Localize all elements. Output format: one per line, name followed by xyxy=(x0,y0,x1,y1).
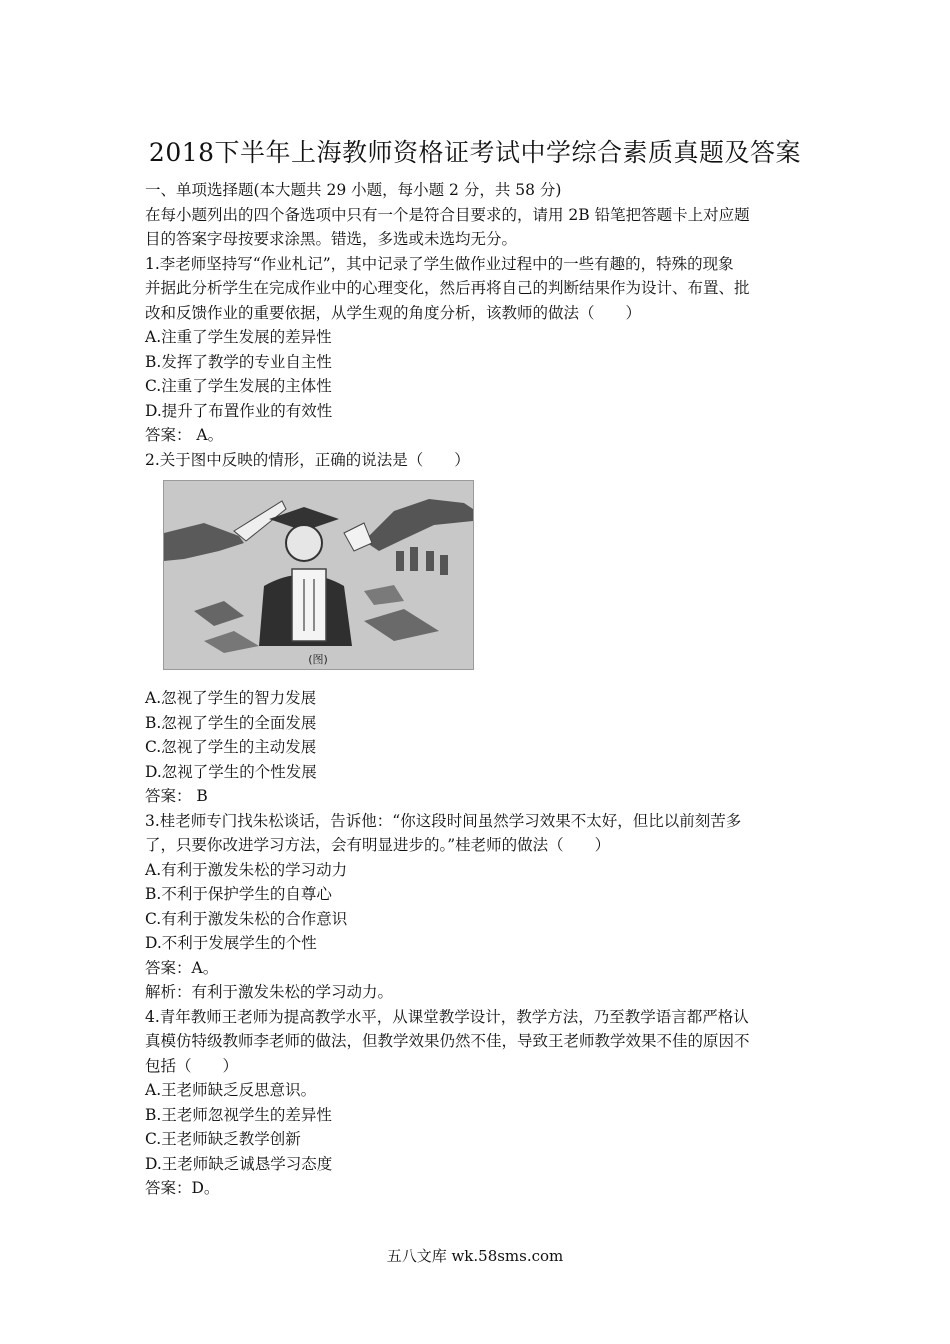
answer: 答案： B xyxy=(145,787,208,805)
question-4 xyxy=(145,1005,815,1201)
section-heading: 一、单项选择题(本大题共 29 小题，每小题 2 分，共 58 分) xyxy=(145,181,562,199)
option-a: A.有利于激发朱松的学习动力 xyxy=(145,860,348,879)
question-stem-line: 真模仿特级教师李老师的做法，但教学效果仍然不佳，导致王老师教学效果不佳的原因不 xyxy=(145,1032,750,1050)
document-body xyxy=(145,178,815,1201)
question-stem-line: 包括（ ） xyxy=(145,1056,239,1075)
option-b: B.发挥了教学的专业自主性 xyxy=(145,352,332,371)
option-a: A.注重了学生发展的差异性 xyxy=(145,328,332,346)
question-stem-line: 了，只要你改进学习方法，会有明显进步的。”桂老师的做法（ ） xyxy=(145,836,611,854)
question-1 xyxy=(145,252,815,448)
question-stem-line: 并据此分析学生在完成作业中的心理变化，然后再将自己的判断结果作为设计、布置、批 xyxy=(145,279,750,297)
answer: 答案：D。 xyxy=(145,1179,220,1197)
question-stem-line: 改和反馈作业的重要依据，从学生观的角度分析，该教师的做法（ ） xyxy=(145,303,642,322)
footer-watermark: 五八文库 wk.58sms.com xyxy=(386,1247,564,1265)
question-2 xyxy=(145,448,815,809)
question-stem-line: 4.青年教师王老师为提高教学水平，从课堂教学设计，教学方法，乃至教学语言都严格认 xyxy=(145,1007,749,1026)
instructions-line: 目的答案字母按要求涂黑。错选，多选或未选均无分。 xyxy=(145,230,518,248)
option-c: C.王老师缺乏教学创新 xyxy=(145,1130,301,1148)
option-a: A.忽视了学生的智力发展 xyxy=(145,689,317,707)
instructions-line: 在每小题列出的四个备选项中只有一个是符合目要求的，请用 2B 铅笔把答题卡上对应题 xyxy=(145,205,750,224)
figure-caption: (图) xyxy=(308,653,328,666)
option-d: D.王老师缺乏诚恳学习态度 xyxy=(145,1154,333,1173)
option-a: A.王老师缺乏反思意识。 xyxy=(145,1081,317,1099)
option-d: D.不利于发展学生的个性 xyxy=(145,934,317,952)
option-d: D.提升了布置作业的有效性 xyxy=(145,401,333,420)
option-c: C.注重了学生发展的主体性 xyxy=(145,377,332,395)
document-title: 2018下半年上海教师资格证考试中学综合素质真题及答案 xyxy=(148,138,802,167)
analysis: 解析：有利于激发朱松的学习动力。 xyxy=(145,983,394,1001)
option-b: B.忽视了学生的全面发展 xyxy=(145,713,317,732)
option-b: B.不利于保护学生的自尊心 xyxy=(145,885,332,903)
question-stem-line: 2.关于图中反映的情形，正确的说法是（ ） xyxy=(145,450,470,469)
option-c: C.有利于激发朱松的合作意识 xyxy=(145,909,348,928)
question-stem-line: 3.桂老师专门找朱松谈话，告诉他：“你这段时间虽然学习效果不太好，但比以前刻苦多 xyxy=(145,811,742,830)
option-b: B.王老师忽视学生的差异性 xyxy=(145,1105,332,1124)
cartoon-image xyxy=(164,481,473,669)
answer: 答案： A。 xyxy=(145,426,224,444)
answer: 答案：A。 xyxy=(145,958,219,977)
option-d: D.忽视了学生的个性发展 xyxy=(145,762,317,781)
question-stem-line: 1.李老师坚持写“作业札记”，其中记录了学生做作业过程中的一些有趣的，特殊的现象 xyxy=(145,254,734,273)
question-3 xyxy=(145,809,815,1005)
question-figure-cartoon xyxy=(163,480,474,670)
option-c: C.忽视了学生的主动发展 xyxy=(145,738,317,756)
